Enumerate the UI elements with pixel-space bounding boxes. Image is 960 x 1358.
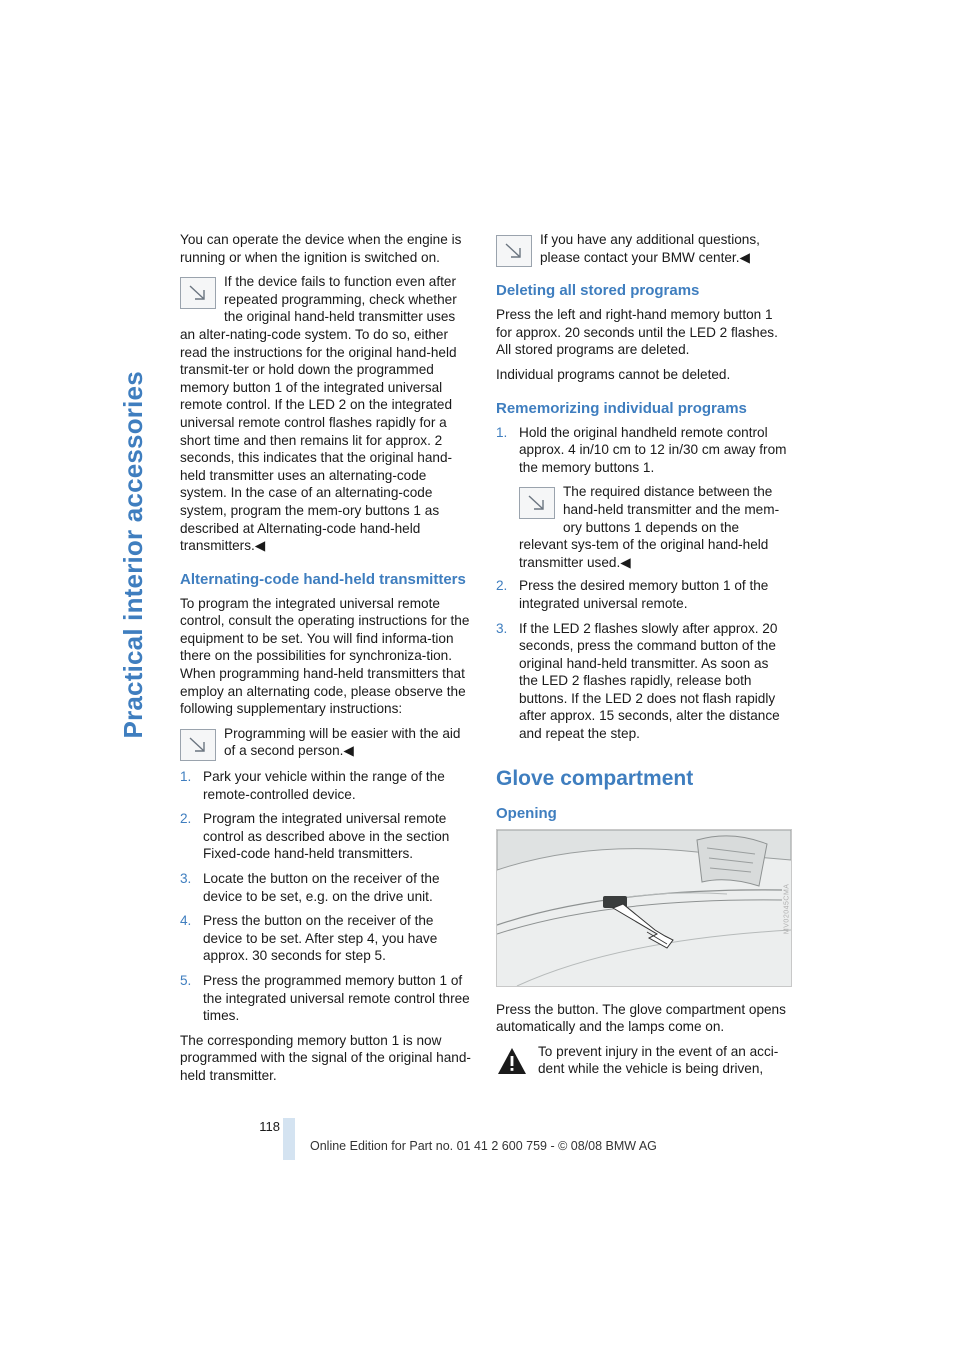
section-heading: Rememorizing individual programs	[496, 399, 747, 417]
note-text: The required distance between the hand-held transmitter and the mem-ory buttons 1 depends on the relevant sys-tem of the original hand-held transmitter used.◀	[519, 484, 780, 570]
left-column	[180, 231, 474, 1092]
section-heading: Opening	[496, 804, 557, 822]
list-item: 5. Press the programmed memory button 1 of the integrated universal remote control three times.	[180, 972, 470, 1024]
list-item: 2. Program the integrated universal remote control as described above in the section Fixed-code hand-held transmitters.	[180, 811, 450, 862]
step-list	[496, 577, 790, 742]
note-arrow-icon	[519, 487, 555, 519]
list-item: 1. Hold the original handheld remote control approx. 4 in/10 cm to 12 in/30 cm away from the memory buttons 1.	[496, 424, 787, 475]
list-item: 1. Park your vehicle within the range of the remote-controlled device.	[180, 769, 445, 802]
footer-bar	[283, 1118, 295, 1160]
glove-compartment-illustration	[496, 829, 792, 987]
note-text: Programming will be easier with the aid of a second person.◀	[224, 725, 461, 759]
side-chapter-title: Practical interior accessories	[118, 371, 149, 739]
section-title: Glove compartment	[496, 766, 694, 790]
paragraph: Press the left and right-hand memory button 1 for approx. 20 seconds until the LED 2 flashes. All stored programs are deleted.	[496, 307, 778, 358]
paragraph: When programming hand-held transmitters that employ an alternating code, please observe the following supplementary instructions:	[180, 666, 466, 717]
note-text: If you have any additional questions, please contact your BMW center.◀	[540, 232, 760, 265]
paragraph: Individual programs cannot be deleted.	[496, 366, 731, 382]
step-list	[496, 424, 790, 477]
paragraph: The corresponding memory button 1 is now programmed with the signal of the original hand-held transmitter.	[180, 1032, 471, 1083]
paragraph: To program the integrated universal remote control, consult the operating instructions for the equipment to be set. You will find informa-tion there on the possibilities for synchroniza-tion.	[180, 595, 470, 664]
footer-text: Online Edition for Part no. 01 41 2 600 759 - © 08/08 BMW AG	[310, 1139, 657, 1153]
warning-block	[496, 1043, 790, 1078]
warning-triangle-icon	[496, 1046, 528, 1076]
note-text: If the device fails to function even after repeated programming, check whether the original hand-held transmitter uses an alter-nating-code system. To do so, either read the instructions for the original hand-held transmit-ter or hold down the programmed memory button 1 of the integrated universal remote control. If the LED 2 on the integrated universal remote control flashes rapidly for a short time and then remains lit for approx. 2 seconds, this indicates that the original hand-held transmitter uses an alternating-code system. In the case of an alternating-code system, program the mem-ory buttons 1 as described at Alternating-code hand-held transmitters.◀	[180, 274, 457, 554]
list-item: 3. If the LED 2 flashes slowly after approx. 20 seconds, press the command button of the original hand-held transmitter. As soon as the LED 2 flashes rapidly, release both buttons. If the LED 2 does not flash rapidly after approx. 15 seconds, alter the distance and repeat the step.	[496, 620, 780, 742]
section-heading: Deleting all stored programs	[496, 282, 700, 300]
note-arrow-icon	[496, 235, 532, 267]
figure-code: MV02045CMA	[783, 883, 791, 934]
page-number: 118	[259, 1119, 280, 1134]
list-item: 3. Locate the button on the receiver of the device to be set, e.g. on the drive unit.	[180, 871, 440, 904]
note-arrow-icon	[180, 729, 216, 761]
list-item: 4. Press the button on the receiver of the device to be set. After step 4, you have approx. 30 seconds for step 5.	[180, 913, 438, 964]
paragraph: Press the button. The glove compartment opens automatically and the lamps come on.	[496, 1001, 786, 1035]
note-block	[496, 231, 790, 266]
right-column	[496, 231, 790, 1086]
list-item: 2. Press the desired memory button 1 of the integrated universal remote.	[496, 578, 769, 611]
warning-text: To prevent injury in the event of an acci-dent while the vehicle is being driven,	[538, 1043, 779, 1077]
note-block	[180, 273, 474, 555]
glove-compartment-drawing	[497, 830, 791, 986]
note-block	[180, 725, 474, 760]
note-arrow-icon	[180, 277, 216, 309]
note-block	[496, 483, 790, 571]
paragraph: You can operate the device when the engine is running or when the ignition is switched on.	[180, 232, 462, 265]
step-list	[180, 768, 474, 1025]
section-heading: Alternating-code hand-held transmitters	[180, 570, 466, 588]
